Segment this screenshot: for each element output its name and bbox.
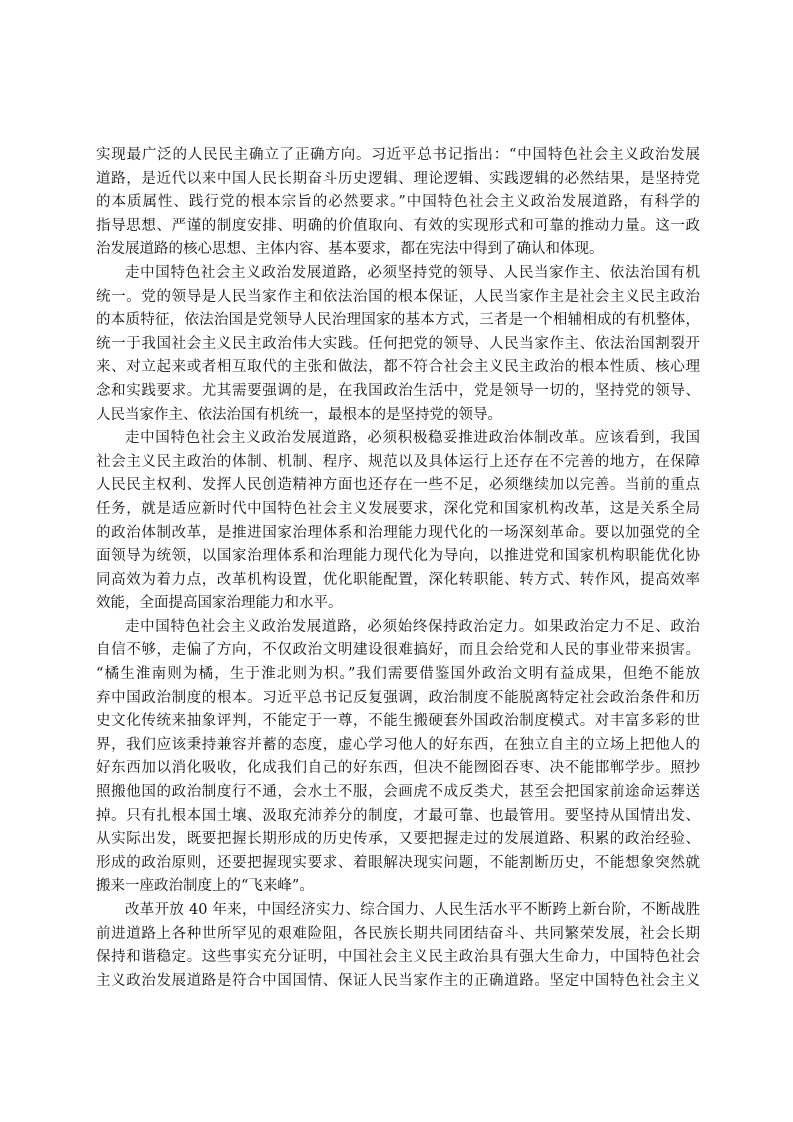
text-line: 面领导为统领，以国家治理体系和治理能力现代化为导向，以推进党和国家机构职能优化协 bbox=[96, 548, 700, 565]
text-line: 改革开放 40 年来，中国经济实力、综合国力、人民生活水平不断跨上新台阶，不断战胜 bbox=[125, 902, 700, 918]
text-line: 统一。党的领导是人民当家作主和依法治国的根本保证，人民当家作主是社会主义民主政治 bbox=[96, 288, 700, 305]
text-line: 同高效为着力点，改革机构设置，优化职能配置，深化转职能、转方式、转作风，提高效率 bbox=[96, 571, 700, 588]
text-line: 掉。只有扎根本国土壤、汲取充沛养分的制度，才最可靠、也最管用。要坚持从国情出发、 bbox=[96, 807, 700, 824]
text-line: 走中国特色社会主义政治发展道路，必须积极稳妥推进政治体制改革。应该看到，我国 bbox=[125, 430, 700, 447]
text-line: 界，我们应该秉持兼容并蓄的态度，虚心学习他人的好东西，在独立自主的立场上把他人的 bbox=[96, 736, 700, 753]
text-line: 统一于我国社会主义民主政治伟大实践。任何把党的领导、人民当家作主、依法治国割裂开 bbox=[96, 335, 700, 352]
body-text bbox=[96, 144, 700, 993]
text-line: 任务，就是适应新时代中国特色社会主义发展要求，深化党和国家机构改革，这是关系全局 bbox=[96, 500, 700, 517]
text-line: 人民当家作主、依法治国有机统一，最根本的是坚持党的领导。 bbox=[96, 406, 502, 423]
text-line: 人民民主权利、发挥人民创造精神方面也还存在一些不足，必须继续加以完善。当前的重点 bbox=[96, 477, 700, 494]
text-line: 实现最广泛的人民民主确立了正确方向。习近平总书记指出：“中国特色社会主义政治发展 bbox=[96, 147, 700, 163]
text-line: 搬来一座政治制度上的“飞来峰”。 bbox=[96, 878, 314, 895]
text-line: 走中国特色社会主义政治发展道路，必须始终保持政治定力。如果政治定力不足、政治 bbox=[125, 618, 700, 635]
text-line: 治发展道路的核心思想、主体内容、基本要求，都在宪法中得到了确认和体现。 bbox=[96, 241, 604, 258]
text-line: 史文化传统来抽象评判，不能定于一尊，不能生搬硬套外国政治制度模式。对丰富多彩的世 bbox=[96, 713, 700, 730]
text-line: 好东西加以消化吸收，化成我们自己的好东西，但决不能囫囵吞枣、决不能邯郸学步。照抄 bbox=[96, 760, 700, 777]
text-line: 从实际出发，既要把握长期形成的历史传承，又要把握走过的发展道路、积累的政治经验、 bbox=[96, 831, 700, 848]
text-line: 主义政治发展道路是符合中国国情、保证人民当家作主的正确道路。坚定中国特色社会主义 bbox=[96, 972, 700, 989]
text-line: 的本质属性、践行党的根本宗旨的必然要求。”中国特色社会主义政治发展道路，有科学的 bbox=[96, 194, 700, 211]
text-line: 自信不够，走偏了方向，不仅政治文明建设很难搞好，而且会给党和人民的事业带来损害。 bbox=[96, 642, 700, 659]
text-line: 念和实践要求。尤其需要强调的是，在我国政治生活中，党是领导一切的，坚持党的领导、 bbox=[96, 382, 700, 399]
text-line: “橘生淮南则为橘，生于淮北则为枳。”我们需要借鉴国外政治文明有益成果，但绝不能放 bbox=[96, 666, 700, 683]
text-line: 社会主义民主政治的体制、机制、程序、规范以及具体运行上还存在不完善的地方，在保障 bbox=[96, 453, 700, 470]
text-line: 效能，全面提高国家治理能力和水平。 bbox=[96, 595, 343, 612]
text-line: 形成的政治原则，还要把握现实要求、着眼解决现实问题，不能割断历史，不能想象突然就 bbox=[96, 854, 700, 871]
text-line: 指导思想、严谨的制度安排、明确的价值取向、有效的实现形式和可靠的推动力量。这一政 bbox=[96, 217, 700, 234]
text-line: 的本质特征，依法治国是党领导人民治理国家的基本方式，三者是一个相辅相成的有机整体， bbox=[96, 312, 700, 329]
text-line: 道路，是近代以来中国人民长期奋斗历史逻辑、理论逻辑、实践逻辑的必然结果，是坚持党 bbox=[96, 170, 700, 187]
text-line: 前进道路上各种世所罕见的艰难险阻，各民族长期共同团结奋斗、共同繁荣发展，社会长期 bbox=[96, 925, 700, 942]
text-line: 走中国特色社会主义政治发展道路，必须坚持党的领导、人民当家作主、依法治国有机 bbox=[125, 264, 700, 281]
text-line: 的政治体制改革，是推进国家治理体系和治理能力现代化的一场深刻革命。要以加强党的全 bbox=[96, 524, 700, 541]
text-line: 来、对立起来或者相互取代的主张和做法，都不符合社会主义民主政治的根本性质、核心理 bbox=[96, 359, 700, 376]
text-line: 照搬他国的政治制度行不通，会水土不服，会画虎不成反类犬，甚至会把国家前途命运葬送 bbox=[96, 784, 700, 801]
text-line: 保持和谐稳定。这些事实充分证明，中国社会主义民主政治具有强大生命力，中国特色社会 bbox=[96, 949, 700, 966]
text-line: 弃中国政治制度的根本。习近平总书记反复强调，政治制度不能脱离特定社会政治条件和历 bbox=[96, 689, 700, 706]
